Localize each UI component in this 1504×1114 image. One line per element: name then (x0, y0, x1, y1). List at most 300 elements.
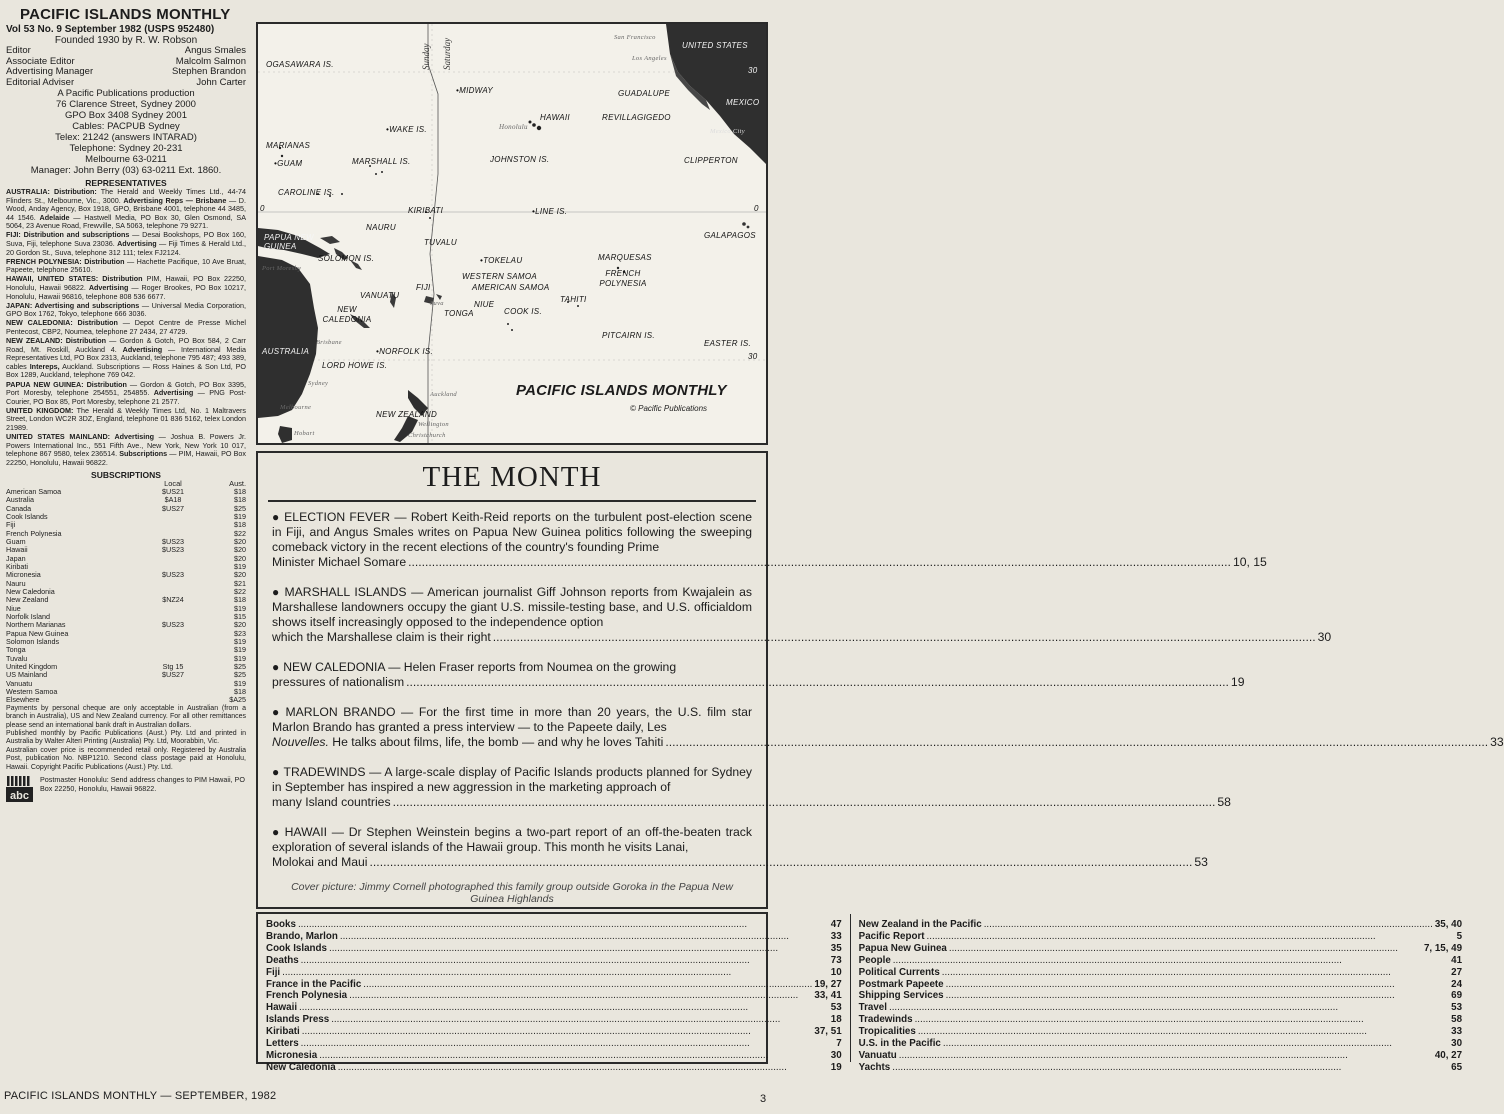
label-melbourne: Melbourne (280, 404, 312, 411)
representative-entry (6, 381, 246, 407)
label-mexico: MEXICO (726, 98, 760, 107)
index-page: 7, 15, 49 (1423, 942, 1463, 954)
rep-heading: HAWAII, UNITED STATES: Distribution (6, 274, 143, 284)
index-column-left (258, 914, 851, 1073)
story-item (272, 660, 1245, 690)
index-entry (266, 943, 842, 955)
story-heading: MARSHALL ISLANDS (284, 585, 407, 599)
staff-name: John Carter (196, 76, 246, 88)
index-page: 18 (830, 1014, 842, 1026)
label-caroline: CAROLINE IS. (278, 188, 335, 197)
sub-aust-price: $19 (234, 637, 246, 647)
sub-local-price (138, 638, 208, 646)
story-last-line (272, 675, 1245, 690)
label-tuvalu: TUVALU (424, 238, 457, 247)
index-label: Kiribati (266, 1026, 300, 1038)
masthead-title: PACIFIC ISLANDS MONTHLY (20, 6, 231, 23)
representative-entry (6, 231, 246, 257)
publication-notes (6, 705, 246, 772)
subscriptions-table (6, 480, 246, 705)
subscription-row (6, 488, 246, 496)
rep-heading: NEW CALEDONIA: Distribution (6, 318, 118, 328)
sub-aust-price: $21 (234, 578, 246, 588)
story-heading: NEW CALEDONIA (283, 660, 385, 674)
index-page: 5 (1456, 930, 1463, 942)
story-body: — For the first time in more than 20 years, the U.S. film star Marlon Brando has granted a press interview — to the Papeete daily, Les (272, 705, 752, 734)
staff-list (6, 46, 246, 88)
index-label: Deaths (266, 954, 299, 966)
index-label: France in the Pacific (266, 978, 362, 990)
story-page: 53 (1194, 855, 1208, 869)
index-page: 40, 27 (1434, 1049, 1463, 1061)
story-tail: many Island countries (272, 795, 391, 809)
sub-place: American Samoa (6, 486, 62, 496)
label-marianas: MARIANAS (266, 141, 311, 150)
index-label: Political Currents (858, 966, 940, 978)
sub-place: Elsewhere (6, 695, 40, 705)
label-tonga: TONGA (444, 309, 474, 318)
sub-aust-price: $19 (234, 645, 246, 655)
rep-text: — Gordon & Gotch, PO Box 584, 2 Carr Road, Mt. Roskill, Auckland 4. (6, 336, 246, 354)
dot-leader (899, 1050, 1433, 1062)
label-port-moresby: Port Moresby (262, 265, 302, 272)
index-label: Letters (266, 1038, 299, 1050)
rep-text: — D. Wood, Anday Agency, Box 1918, GPO, Brisbane 4001, telephone 44 3485, 44 1546. (6, 195, 246, 222)
dot-leader (984, 919, 1433, 931)
sub-local-price: $US23 (162, 536, 184, 546)
label-vanuatu: VANUATU (360, 291, 400, 300)
subscription-row (6, 563, 246, 571)
index-entry (859, 919, 1462, 931)
index-entry (266, 967, 842, 979)
label-30-south: 30 (748, 352, 758, 361)
story-tail: which the Marshallese claim is their right (272, 630, 491, 644)
index-page: 58 (1451, 1014, 1463, 1026)
story-page: 33 (1490, 735, 1504, 749)
index-entry (859, 1014, 1462, 1026)
staff-role: Editorial Adviser (6, 76, 75, 88)
index-label: Pacific Report (858, 930, 925, 942)
sub-place: Hawaii (6, 545, 28, 555)
index-label: Hawaii (266, 1002, 298, 1014)
staff-name: Angus Smales (184, 45, 246, 56)
dot-leader (301, 955, 829, 967)
sub-local-price: $US23 (162, 545, 184, 555)
sub-place: French Polynesia (6, 528, 62, 538)
story-tail: Molokai and Maui (272, 855, 368, 869)
dot-leader (302, 1026, 813, 1038)
contents-index (256, 912, 1463, 1073)
label-french-polynesia: FRENCH POLYNESIA (599, 269, 647, 288)
sub-place: Japan (6, 553, 26, 563)
story-page: 30 (1317, 630, 1332, 644)
story-body: — Dr Stephen Weinstein begins a two-part report of an off-the-beaten track exploration of several islands of the Hawaii group. This month he visits Lanai, (272, 825, 752, 854)
label-tahiti: TAHITI (560, 295, 587, 304)
note-paragraph: Australian cover price is recommended retail only. Registered by Australia Post, publication No. NBP1210. Second class postage paid at Honolulu, Hawaii. Copyright Pacific Publications (Aust.) Pty. Ltd. (6, 746, 246, 771)
sub-place: Fiji (6, 520, 16, 530)
subscription-row (6, 530, 246, 538)
sub-local-price (138, 646, 208, 654)
sub-place: Australia (6, 495, 34, 505)
dot-leader (946, 990, 1450, 1002)
dot-leader (301, 1038, 835, 1050)
label-auckland: Auckland (430, 391, 457, 398)
dot-leader (299, 1002, 829, 1014)
index-label: Books (266, 919, 296, 930)
staff-role: Associate Editor (6, 55, 75, 67)
sub-aust-price: $20 (234, 570, 246, 580)
sub-aust-price: $15 (234, 612, 246, 621)
rep-heading: Advertising Reps — Brisbane (123, 195, 227, 205)
subscription-row (6, 555, 246, 563)
rep-heading: Advertising (88, 283, 129, 293)
rep-heading: Subscriptions (119, 449, 168, 459)
sub-aust-price: $18 (234, 687, 246, 697)
label-johnston: JOHNSTON IS. (490, 155, 550, 164)
label-revillagigedo: REVILLAGIGEDO (602, 113, 671, 122)
dot-leader (406, 675, 1229, 690)
label-christchurch: Christchurch (408, 432, 446, 439)
sub-aust-price: $18 (234, 520, 246, 530)
rep-text: — Roger Brookes, PO Box 10217, Honolulu, Hawaii 96816, telephone 808 536 6677. (6, 283, 246, 301)
sub-place: Guam (6, 536, 26, 546)
rep-heading: Advertising (153, 388, 194, 398)
label-equator-east: 0 (754, 204, 759, 213)
subs-col-local: Local (164, 478, 182, 488)
subscription-row (6, 546, 246, 554)
sub-aust-price: $18 (234, 495, 246, 505)
label-new-caledonia: NEW CALEDONIA (322, 305, 372, 324)
dot-leader (892, 1062, 1449, 1074)
label-mexico-city: Mexico City (710, 128, 745, 135)
rep-heading: UNITED STATES MAINLAND: Advertising (6, 432, 154, 442)
bullet-icon: ● (272, 825, 281, 839)
story-body: — Robert Keith-Reid reports on the turbulent post-election scene in Fiji, and Angus Smales writes on Papua New Guinea politics following the sweeping comeback victory in the recent elections of the country's founding Prime (272, 510, 752, 554)
dot-leader (665, 735, 1488, 750)
title-rule (268, 500, 756, 502)
index-entry (859, 1002, 1462, 1014)
index-page: 33 (1451, 1026, 1463, 1038)
dot-leader (298, 919, 829, 931)
story-page: 58 (1217, 795, 1231, 809)
story-item (272, 585, 1332, 645)
svg-text:abc: abc (10, 790, 29, 803)
story-last-line (272, 855, 1208, 870)
rep-text: — Hachette Pacifique, 10 Ave Bruat, Papeete, telephone 25610. (6, 256, 246, 275)
label-ogasawara: OGASAWARA IS. (266, 60, 334, 69)
index-page: 35, 40 (1434, 919, 1463, 930)
map-graphic (258, 24, 766, 443)
index-label: Micronesia (266, 1049, 318, 1061)
note-paragraph: Published monthly by Pacific Publications (Aust.) Pty. Ltd and printed in Australia by Walter Alteri Printing (Australia) Pty. Ltd, Moorabbin, Vic. (6, 730, 246, 746)
dateline-saturday: Saturday (442, 37, 452, 70)
story-tail: Minister Michael Somare (272, 555, 407, 569)
publisher-line: Melbourne 63-0211 (85, 154, 167, 165)
note-paragraph: Payments by personal cheque are only acceptable in Australian (from a branch in Australia), US and New Zealand currency. For all other remittances please send an international bank draft in Australian dollars. (6, 704, 246, 729)
label-san-francisco: San Francisco (614, 34, 656, 41)
sub-local-price (138, 555, 208, 563)
story-page: 10, 15 (1232, 555, 1267, 569)
rep-text: — International Media Representatives Ltd, PO Box 2313, Auckland, telephone 795 487; 493 389, cables (6, 344, 246, 371)
rep-text: — PIM, Hawaii, PO Box 22250, Honolulu, Hawaii 96822. (6, 449, 246, 467)
abc-audit-logo-icon (6, 776, 34, 802)
dot-leader (893, 955, 1449, 967)
label-norfolk: •NORFOLK IS. (376, 347, 434, 356)
index-label: Tradewinds (858, 1014, 913, 1026)
label-fiji: FIJI (416, 283, 431, 292)
publisher-line: Telephone: Sydney 20-231 (69, 143, 183, 154)
label-niue: NIUE (474, 300, 495, 309)
index-entry (859, 943, 1462, 955)
sub-aust-price: $23 (234, 628, 246, 638)
subscription-row (6, 638, 246, 646)
sub-local-price: $US23 (162, 570, 184, 580)
rep-text: — Gordon & Gotch, PO Box 3395, Port Moresby, telephone 254551, 254855. (6, 379, 246, 398)
staff-row (6, 78, 246, 89)
index-entry (266, 1014, 842, 1026)
dot-leader (363, 979, 812, 991)
dot-leader (331, 1014, 829, 1026)
label-papua: PAPUA NEW GUINEA (264, 233, 314, 251)
dateline-sunday: Sunday (421, 43, 431, 70)
index-label: Islands Press (266, 1014, 330, 1026)
staff-row (6, 46, 246, 57)
label-marquesas: MARQUESAS (598, 253, 652, 262)
index-entry (266, 1062, 842, 1074)
label-american-samoa: AMERICAN SAMOA (472, 283, 550, 292)
label-los-angeles: Los Angeles (632, 55, 667, 62)
rep-heading: JAPAN: Advertising and subscriptions (6, 300, 140, 310)
staff-role: Editor (6, 45, 31, 56)
masthead-column (6, 6, 246, 1076)
dot-leader (889, 1002, 1449, 1014)
index-entry (859, 967, 1462, 979)
index-label: Travel (858, 1002, 887, 1014)
index-label: Yachts (858, 1061, 891, 1073)
index-label: Papua New Guinea (858, 942, 947, 954)
dot-leader (282, 967, 829, 979)
rep-text: Auckland. Subscriptions — Ross Haines & Son Ltd, PO Box 1289, Auckland, telephone 769 042. (6, 361, 246, 380)
publisher-line: Telex: 21242 (answers INTARAD) (55, 132, 197, 143)
index-page: 30 (830, 1049, 842, 1061)
rep-heading: Adelaide (39, 212, 70, 222)
sub-place: Tuvalu (6, 653, 28, 663)
representative-entry (6, 407, 246, 433)
subscription-row (6, 671, 246, 679)
label-nauru: NAURU (366, 223, 396, 232)
rep-text: — Desai Bookshops, PO Box 160, Suva, Fiji, telephone Suva 23036. (6, 230, 246, 249)
story-item (272, 510, 1267, 570)
story-heading: ELECTION FEVER (284, 510, 391, 524)
sub-local-price: $US23 (162, 620, 184, 630)
index-entry (859, 931, 1462, 943)
rep-heading: FIJI: Distribution and subscriptions (6, 230, 130, 240)
index-label: French Polynesia (266, 990, 348, 1002)
rep-heading: Advertising (122, 344, 163, 354)
index-entry (266, 931, 842, 943)
staff-name: Stephen Brandon (172, 66, 246, 77)
sub-aust-price: $20 (234, 545, 246, 555)
index-page: 7 (836, 1038, 842, 1050)
page-number: 3 (760, 1093, 767, 1105)
index-entry (859, 1050, 1462, 1062)
sub-local-price (138, 696, 208, 704)
story-tail: Nouvelles. He talks about films, life, the bomb — and why he loves Tahiti (272, 735, 664, 749)
index-label: New Caledonia (266, 1061, 336, 1073)
page-footer: PACIFIC ISLANDS MONTHLY — SEPTEMBER, 1982 (4, 1090, 277, 1102)
label-honolulu: Honolulu (499, 123, 528, 131)
label-guam: •GUAM (274, 159, 303, 168)
sub-place: New Caledonia (6, 586, 55, 596)
rep-text: — Joshua B. Powers Jr. Powers International Inc., 551 Fifth Ave., New York, New York 10 017, telephone 867 9580, telex 236514. (6, 432, 246, 459)
founded-line: Founded 1930 by R. W. Robson (54, 35, 198, 46)
representative-entry (6, 188, 246, 231)
index-label: Shipping Services (858, 990, 944, 1002)
story-item (272, 705, 1504, 750)
sub-local-price (138, 513, 208, 521)
sub-place: United Kingdom (6, 662, 58, 672)
sub-local-price: $A18 (164, 495, 182, 505)
label-galapagos: GALAPAGOS (704, 231, 756, 240)
publisher-line: Cables: PACPUB Sydney (72, 121, 180, 132)
representative-entry (6, 302, 246, 319)
subscription-row (6, 571, 246, 579)
sub-aust-price: $19 (234, 678, 246, 688)
index-entry (859, 955, 1462, 967)
label-guadalupe: GUADALUPE (618, 89, 671, 98)
index-column-right (851, 914, 1470, 1073)
sub-aust-price: $22 (234, 528, 246, 538)
index-page: 10 (830, 966, 842, 978)
label-western-samoa: WESTERN SAMOA (462, 272, 538, 281)
map-credit: © Pacific Publications (630, 404, 708, 413)
sub-aust-price: $19 (234, 653, 246, 663)
index-label: Brando, Marlon (266, 930, 338, 942)
label-marshall: MARSHALL IS. (352, 157, 411, 166)
label-cook: COOK IS. (504, 307, 542, 316)
sub-place: Western Samoa (6, 687, 58, 697)
index-page: 33, 41 (814, 990, 842, 1002)
story-last-line (272, 630, 1332, 645)
sub-local-price: $US21 (162, 486, 184, 496)
index-page: 41 (1451, 954, 1463, 966)
sub-place: Cook Islands (6, 511, 48, 521)
label-wake: •WAKE IS. (386, 125, 427, 134)
index-entry (859, 1062, 1462, 1074)
publisher-info (6, 88, 246, 176)
rep-text: — Hastwell Media, PO Box 30, Glen Osmond, SA 5064, 23 Avenue Road, Frewville, SA 5063, telephone 79 9271. (6, 212, 246, 231)
bullet-icon: ● (272, 510, 281, 524)
dot-leader (349, 990, 812, 1002)
story-item (272, 825, 1208, 870)
sub-place: US Mainland (6, 670, 48, 680)
volume-line: Vol 53 No. 9 September 1982 (USPS 952480) (6, 24, 215, 35)
bullet-icon: ● (272, 705, 282, 719)
story-body: — American journalist Giff Johnson reports from Kwajalein as Marshallese landowners occupy the giant U.S. missile-testing base, and U.S. officialdom shows itself increasingly opposed to the independence option (272, 585, 752, 629)
rep-heading: PAPUA NEW GUINEA: Distribution (6, 379, 127, 389)
index-entry (266, 979, 842, 991)
index-page: 24 (1451, 978, 1463, 990)
rep-text: — PNG Post-Courier, PO Box 85, Port Moresby, telephone 21 2577. (6, 388, 246, 406)
sub-place: Norfolk Island (6, 612, 50, 621)
sub-place: Solomon Islands (6, 637, 60, 647)
label-suva: Suva (430, 300, 444, 307)
story-body: — Helen Fraser reports from Noumea on the growing (384, 660, 677, 674)
sub-aust-price: $25 (234, 503, 246, 513)
publisher-line: A Pacific Publications production (57, 88, 195, 99)
rep-text: PIM, Hawaii, PO Box 22250, Honolulu, Hawaii 96822. (6, 274, 246, 293)
representatives-heading: REPRESENTATIVES (85, 178, 167, 188)
dot-leader (915, 1014, 1450, 1026)
pacific-map (256, 22, 768, 445)
dot-leader (319, 1050, 829, 1062)
sub-aust-price: $20 (234, 620, 246, 630)
rep-heading: FRENCH POLYNESIA: Distribution (6, 256, 125, 266)
index-label: Cook Islands (266, 942, 327, 954)
the-month-box (256, 451, 1504, 909)
dot-leader (946, 979, 1450, 991)
label-hobart: Hobart (294, 430, 315, 437)
sub-place: Canada (6, 503, 32, 513)
subs-col-aust: Aust. (229, 478, 246, 488)
rep-text: The Herald and Weekly Times Ltd., 44-74 Flinders St., Melbourne, Vic., 3000. (6, 187, 246, 205)
story-body: — A large-scale display of Pacific Islands products planned for Sydney in September has inspired a new aggression in the marketing approach of (272, 765, 752, 794)
subscription-row (6, 513, 246, 521)
rep-heading: UNITED KINGDOM: (6, 405, 74, 415)
index-page: 27 (1451, 966, 1463, 978)
subscription-row (6, 646, 246, 654)
sub-local-price: $US27 (162, 670, 184, 680)
sub-aust-price: $20 (234, 553, 246, 563)
index-label: People (858, 954, 891, 966)
representative-entry (6, 319, 246, 336)
label-kiribati: KIRIBATI (408, 206, 444, 215)
subscription-row (6, 688, 246, 696)
index-page: 35 (830, 942, 842, 954)
index-page: 19 (830, 1061, 842, 1073)
index-entry (266, 1026, 842, 1038)
index-entry (859, 979, 1462, 991)
dot-leader (408, 555, 1231, 570)
sub-aust-price: $20 (234, 536, 246, 546)
rep-heading: NEW ZEALAND: Distribution (6, 336, 107, 346)
sub-aust-price: $A25 (229, 695, 246, 705)
representative-entry (6, 258, 246, 275)
sub-local-price (138, 688, 208, 696)
sub-local-price (138, 680, 208, 688)
rep-heading: Intereps, (29, 361, 60, 371)
story-last-line (272, 795, 1231, 810)
rep-text: — Fiji Times & Herald Ltd., 20 Gordon St., Suva, telephone 312 111; telex FJ2124. (6, 239, 246, 257)
sub-local-price (138, 521, 208, 529)
subscription-row (6, 696, 246, 704)
sub-aust-price: $18 (234, 595, 246, 605)
index-page: 37, 51 (814, 1026, 842, 1038)
label-midway: •MIDWAY (456, 86, 494, 95)
index-label: Vanuatu (858, 1049, 897, 1061)
story-page: 19 (1230, 675, 1245, 689)
sub-aust-price: $19 (234, 511, 246, 521)
rep-text: The Herald & Weekly Times Ltd, No. 1 Maltravers Street, London WC2R 3DZ, England, telephone 01 836 5162, telex London 21989. (6, 405, 246, 433)
publisher-line: GPO Box 3408 Sydney 2001 (65, 110, 187, 121)
subscription-row (6, 596, 246, 604)
index-page: 65 (1451, 1061, 1463, 1073)
staff-row (6, 67, 246, 78)
index-entry (266, 990, 842, 1002)
dot-leader (942, 967, 1449, 979)
staff-name: Malcolm Salmon (175, 55, 246, 67)
story-last-line (272, 555, 1267, 570)
